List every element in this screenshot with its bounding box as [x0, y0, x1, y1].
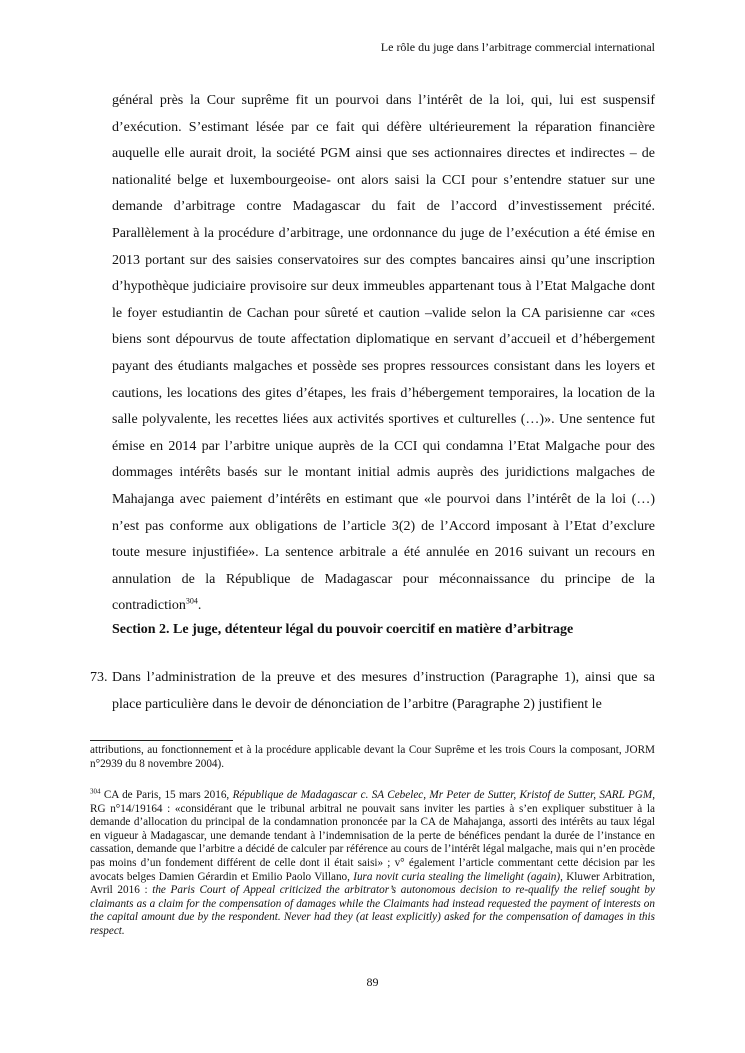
paragraph-text: général près la Cour suprême fit un pourvoi dans l’intérêt de la loi, qui, lui est suspensif d’exécution. S’estimant lésée par ce fait qui défère ultérieurement la réparation financière auquelle elle aurait droit, la société PGM ainsi que ses actionnaires directes et indirectes – de nationalité belge et luxembourgeoise- ont alors saisi la CCI pour s’entendre statuer sur une demande d’arbitrage contre Madagascar du fait de l’accord d’investissement précité. Parallèlement à la procédure d’arbitrage, une ordonnance du juge de l’exécution a été émise en 2013 portant sur des saisies conservatoires sur des comptes bancaires ainsi qu’une inscription d’hypothèque judiciaire provisoire sur deux immeubles appartenant tous à l’Etat Malgache dont le foyer estudiantin de Cachan pour sûreté et caution –valide selon la CA parisienne car «ces biens sont dépourvus de toute affectation diplomatique en servant d’accueil et d’hébergement payant des étudiants malgaches et possède ses propres ressources consistant dans les loyers et cautions, les locations des gites d’étapes, les frais d’hébergement temporaires, la location de la salle polyvalente, les recettes liées aux activités sportives et culturelles (…)». Une sentence fut émise en 2014 par l’arbitre unique auprès de la CCI qui condamna l’Etat Malgache pour des dommages intérêts basés sur le montant initial admis auprès des juridictions malgaches de Mahajanga avec paiement d’intérêts en estimant que «le pourvoi dans l’intérêt de la loi (…) n’est pas conforme aux obligations de l’article 3(2) de l’Accord imposant à l’Etat d’exclure toute mesure injustifiée». La sentence arbitrale a été annulée en 2016 suivant un recours en annulation de la République de Madagascar pour méconnaissance du principe de la contradiction	[112, 93, 655, 614]
footnote-text-1: CA de Paris, 15 mars 2016,	[100, 789, 233, 801]
page-number: 89	[366, 975, 379, 989]
paragraph-73-text: Dans l’administration de la preuve et des mesures d’instruction (Paragraphe 1), ainsi que sa place particulière dans le devoir de dénonciation de l’arbitre (Paragraphe 2) justifient le	[112, 670, 655, 712]
footnote-quote: the Paris Court of Appeal criticized the arbitrator’s autonomous decision to re-qualify the relief sought by claimants as a claim for the compensation of damages while the Claimants had instead requested the payment of interests on the capital amount due by the respondent. Never had they (at least explicitly) asked for the compensation of damages in this respect.	[90, 884, 655, 937]
footnote-article-title: Iura novit curia stealing the limelight (again)	[353, 870, 561, 883]
footnote-continued-text: attributions, au fonctionnement et à la procédure applicable devant la Cour Suprême et les trois Cours la composant, JORM n°2939 du 8 novembre 2004).	[90, 744, 655, 770]
footnote-number: 304	[90, 787, 101, 796]
footnote-case-title: République de Madagascar c. SA Cebelec, Mr Peter de Sutter, Kristof de Sutter, SARL PGM	[232, 789, 653, 801]
paragraph-73	[90, 664, 655, 718]
paragraph-number: 73.	[90, 670, 108, 685]
main-paragraph	[112, 88, 655, 620]
footnote-text-3: , Kluwer Arbitration, Avril 2016 :	[90, 870, 655, 897]
footnote-separator	[90, 740, 233, 741]
section-heading: Section 2. Le juge, détenteur légal du pouvoir coercitif en matière d’arbitrage	[112, 622, 574, 637]
footnote-continued	[90, 744, 655, 771]
footnote-304	[90, 789, 655, 939]
paragraph-end: .	[197, 598, 202, 614]
running-header: Le rôle du juge dans l’arbitrage commercial international	[380, 40, 655, 54]
footnote-text-2: , RG n°14/19164 : «considérant que le tribunal arbitral ne pouvait sans inviter les parties à s’en expliquer substituer à la demande d’allocation du principal de la condamnation prononcée par la CA de Mahajanga, assorti des intérêts au taux légal en vigueur à Madagascar, une demande tendant à l’indemnisation de la perte de bénéfices pendant la durée de l’instance en cassation, demande que l’arbitre a décidé de calculer par référence au cours de l’intérêt légal malgache, mais qui n’en procède pas moins d’un fondement différent de celle dont il était saisi» ; v° également l’article commentant cette décision par les avocats belges Damien Gérardin et Emilio Paolo Villano,	[90, 789, 655, 883]
footnote-reference[interactable]: 304	[185, 596, 198, 606]
